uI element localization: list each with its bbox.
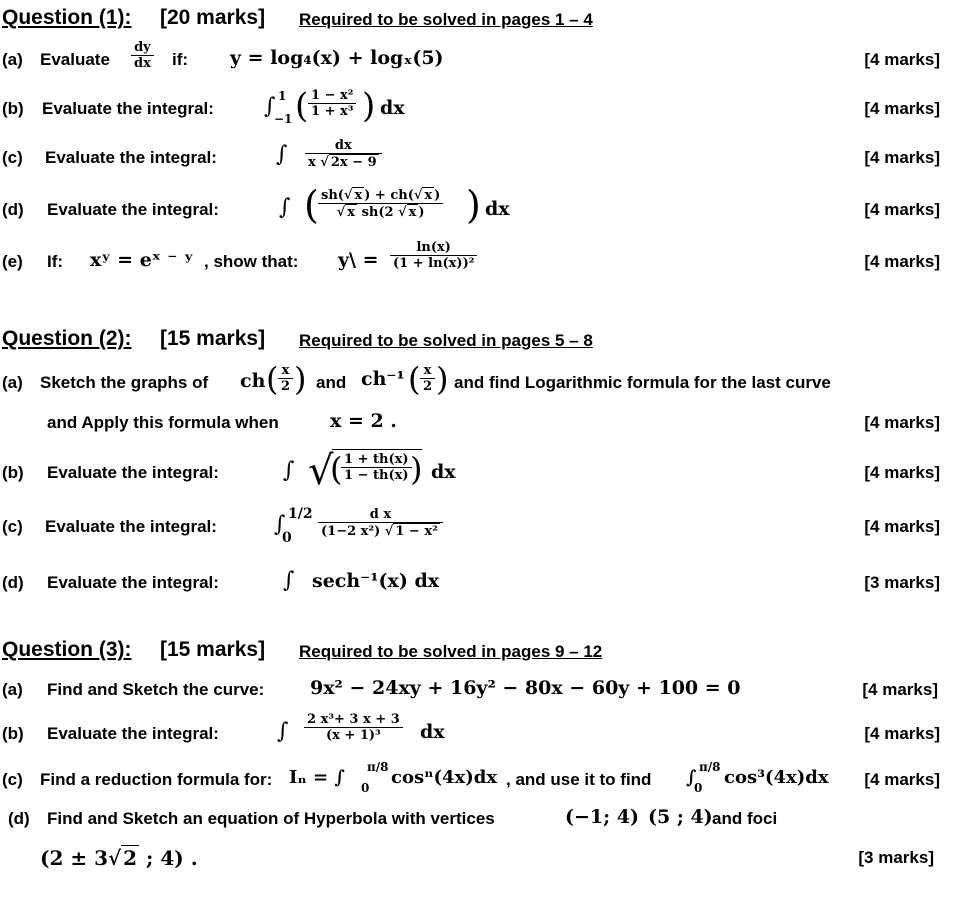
integrand-fraction: $\frac{\text{2 x³+ 3 x + 3}}{\text{(x + 1)³}}$ xyxy=(304,712,403,743)
q2-required-pages: Required to be solved in pages 5 – 8 xyxy=(299,331,593,350)
right-paren: ) xyxy=(436,360,449,398)
curve-equation: 9x² − 24xy + 16y² − 80x − 60y + 100 = 0 xyxy=(310,677,741,699)
integral-sign: ∫ xyxy=(283,568,295,593)
argument-fraction: $\frac{x}{2}$ xyxy=(420,363,435,394)
part-label: (a) xyxy=(2,50,23,69)
q3-part-d-line2 xyxy=(0,838,954,878)
part-label: (a) xyxy=(2,373,23,392)
q3-part-b xyxy=(0,713,954,753)
upper-limit: 1/2 xyxy=(288,506,313,522)
part-marks: [3 marks] xyxy=(864,573,940,592)
differential: dx xyxy=(485,198,510,220)
right-paren: ) xyxy=(466,183,481,227)
q2-part-b xyxy=(0,448,954,494)
right-paren: ) xyxy=(410,450,423,488)
part-text: and find Logarithmic formula for the last curve xyxy=(454,373,831,392)
part-marks: [4 marks] xyxy=(864,200,940,219)
part-prompt: Evaluate the integral: xyxy=(47,724,219,743)
integrand-fraction: $\frac{sh(√ x ) + ch(√ x )}{\text{√ x sh(2 √ x )}}$ xyxy=(318,187,443,220)
part-prompt: Evaluate the integral: xyxy=(47,200,219,219)
differential: dx xyxy=(380,97,405,119)
part-prompt: Sketch the graphs of xyxy=(40,373,209,392)
left-paren: ( xyxy=(408,360,421,398)
part-prompt: Find and Sketch the curve: xyxy=(47,680,265,699)
integrand: cos³(4x)dx xyxy=(724,767,829,788)
differential: dx xyxy=(420,721,445,743)
integral-sign: ∫ xyxy=(686,767,697,788)
math-function: ch⁻¹ xyxy=(361,368,405,390)
part-prompt: Evaluate the integral: xyxy=(47,573,219,592)
math-expression: y = log₄(x) + logₓ(5) xyxy=(230,47,444,69)
part-marks: [4 marks] xyxy=(862,680,938,699)
part-marks: [3 marks] xyxy=(858,848,934,867)
q1-required-pages: Required to be solved in pages 1 – 4 xyxy=(299,10,593,29)
upper-limit: 1 xyxy=(278,89,287,103)
result-fraction: $\frac{\ln(x)}{\text{(1 + ln(x))²}}$ xyxy=(390,240,477,271)
differential: dx xyxy=(431,461,456,483)
integrand-fraction: $\frac{\text{d x}}{\text{(1−2 x²) √ 1 − x²}}$ xyxy=(318,507,443,539)
part-marks: [4 marks] xyxy=(864,252,940,271)
q2-heading: Question (2): xyxy=(2,327,132,350)
q3-heading: Question (3): xyxy=(2,638,132,661)
left-paren: ( xyxy=(295,86,309,126)
left-paren: ( xyxy=(304,183,319,227)
part-marks: [4 marks] xyxy=(864,50,940,69)
part-marks: [4 marks] xyxy=(864,413,940,432)
q2-part-d xyxy=(0,563,954,603)
integral-definition: Iₙ = ∫ xyxy=(289,767,345,788)
integral-sign: ∫ xyxy=(276,142,288,167)
q1-part-c xyxy=(0,139,954,179)
part-marks: [4 marks] xyxy=(864,148,940,167)
q3-part-c xyxy=(0,760,954,800)
part-text: and Apply this formula when xyxy=(47,413,279,432)
math-expression: x = 2 . xyxy=(330,410,397,432)
math-expression: xʸ = eˣ ⁻ ʸ xyxy=(90,249,194,271)
q2-part-c xyxy=(0,506,954,546)
q2-part-a-line2 xyxy=(0,404,954,444)
sqrt-sign: √ xyxy=(308,448,334,494)
part-marks: [4 marks] xyxy=(864,724,940,743)
q1-part-e xyxy=(0,242,954,282)
integral-sign: ∫ xyxy=(283,458,295,483)
part-label: (b) xyxy=(2,724,24,743)
lower-limit: −1 xyxy=(274,112,293,126)
derivative-fraction: $\frac{dy}{dx}$ xyxy=(131,40,154,71)
part-label: (c) xyxy=(2,770,23,789)
part-label: (a) xyxy=(2,680,23,699)
part-prompt: Find a reduction formula for: xyxy=(40,770,273,789)
q3-part-a xyxy=(0,670,954,710)
part-label: (d) xyxy=(2,200,24,219)
part-marks: [4 marks] xyxy=(864,517,940,536)
part-prompt: Evaluate xyxy=(40,50,110,69)
right-paren: ) xyxy=(362,86,376,126)
part-label: (c) xyxy=(2,148,23,167)
part-prompt: Evaluate the integral: xyxy=(45,148,217,167)
part-connector: , and use it to find xyxy=(506,770,652,789)
lower-limit: 0 xyxy=(361,781,370,795)
part-label: (b) xyxy=(2,463,24,482)
math-expression: sech⁻¹(x) dx xyxy=(312,570,440,592)
part-text: and foci xyxy=(712,809,778,828)
left-paren: ( xyxy=(266,360,279,398)
q1-part-a xyxy=(0,42,954,82)
q1-heading: Question (1): xyxy=(2,6,132,29)
part-prompt: If: xyxy=(47,252,64,271)
part-label: (c) xyxy=(2,517,23,536)
foci-expression: (2 ± 3√ 2 ; 4) . xyxy=(40,846,198,870)
vertex-point: (−1; 4) xyxy=(565,806,639,828)
q1-part-d xyxy=(0,183,954,229)
q1-marks: [20 marks] xyxy=(160,6,266,29)
q2-part-a xyxy=(0,360,954,403)
part-prompt: Evaluate the integral: xyxy=(47,463,219,482)
part-label: (b) xyxy=(2,99,24,118)
part-prompt: Find and Sketch an equation of Hyperbola with vertices xyxy=(47,809,495,828)
argument-fraction: $\frac{x}{2}$ xyxy=(278,363,293,394)
q1-part-b xyxy=(0,86,954,130)
part-prompt: Evaluate the integral: xyxy=(42,99,214,118)
part-marks: [4 marks] xyxy=(864,463,940,482)
vertex-point: (5 ; 4) xyxy=(648,806,713,828)
q2-marks: [15 marks] xyxy=(160,327,266,350)
integrand: cosⁿ(4x)dx xyxy=(391,767,498,788)
integrand-fraction: $\frac{\text{1 − x²}}{\text{1 + x³}}$ xyxy=(308,88,356,119)
part-marks: [4 marks] xyxy=(864,99,940,118)
integral-sign: ∫ xyxy=(274,512,286,537)
lower-limit: 0 xyxy=(694,781,703,795)
integral-sign: ∫ xyxy=(277,719,289,744)
part-prompt: Evaluate the integral: xyxy=(45,517,217,536)
q3-marks: [15 marks] xyxy=(160,638,266,661)
part-label: (d) xyxy=(2,573,24,592)
integrand-fraction: $\frac{dx}{x √ 2x - 9}$ xyxy=(305,138,382,170)
integral-sign: ∫ xyxy=(264,94,276,119)
part-label: (e) xyxy=(2,252,23,271)
part-connector: if: xyxy=(172,50,189,69)
q3-required-pages: Required to be solved in pages 9 – 12 xyxy=(299,642,603,661)
upper-limit: π/8 xyxy=(699,760,721,774)
part-connector: and xyxy=(316,373,347,392)
part-marks: [4 marks] xyxy=(864,770,940,789)
sqrt-bar xyxy=(332,449,422,450)
integrand-fraction: $\frac{1 + th(x)}{1 - th(x)}$ xyxy=(341,452,412,483)
part-label: (d) xyxy=(8,809,30,828)
q3-part-d xyxy=(0,799,954,839)
math-expression: y\ = xyxy=(338,249,379,271)
right-paren: ) xyxy=(294,360,307,398)
upper-limit: π/8 xyxy=(367,760,389,774)
integral-sign: ∫ xyxy=(279,195,291,220)
math-function: ch xyxy=(240,370,266,392)
part-connector: , show that: xyxy=(204,252,299,271)
lower-limit: 0 xyxy=(282,530,292,546)
left-paren: ( xyxy=(330,450,343,488)
